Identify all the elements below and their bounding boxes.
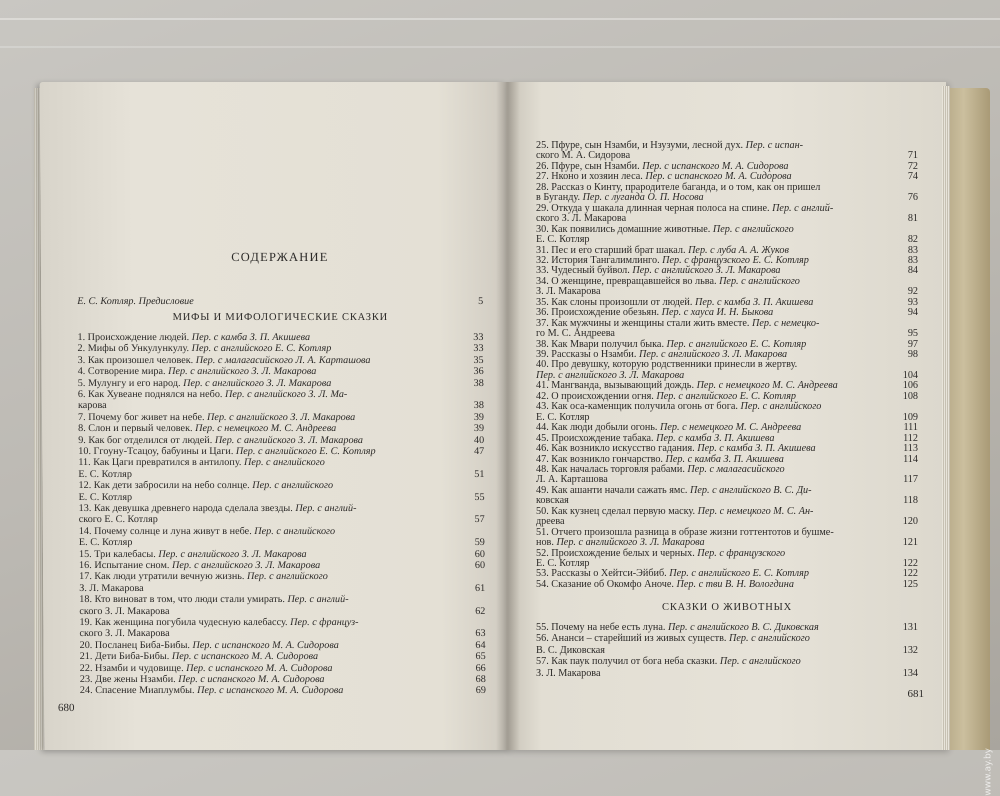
entry-page: 120 [902,516,918,528]
entry-text: в Буганду. Пер. с луганда О. П. Носова [536,192,704,204]
table-grain [0,46,1000,48]
entry-text: 22. Нзамби и чудовище. Пер. с испанского М. А. Сидорова [79,662,333,674]
entry-text: 41. Мангванда, вызывающий дождь. Пер. с немецкого М. С. Андреева [536,380,838,392]
entry-text: 6. Как Хувеане поднялся на небо. Пер. с английского З. Л. Ма- [77,389,348,400]
entry-page: 63 [475,628,486,640]
entry-text: ского Е. С. Котляр [78,514,158,526]
entry-text: 29. Откуда у шакала длинная черная полоса на спине. Пер. с англий- [536,202,834,214]
entry-text: З. Л. Макарова [79,582,144,594]
entry-text: 4. Сотворение мира. Пер. с английского З. Л. Макарова [77,366,317,378]
entry-text: 9. Как бог отделился от людей. Пер. с английского З. Л. Макарова [78,434,364,446]
entry-page: 64 [475,639,486,651]
entry-text: ского М. А. Сидорова [536,150,631,162]
entry-text: 46. Как возникло искусство гадания. Пер. с камба З. П. Акишева [536,443,816,455]
entry-page: 109 [902,411,918,423]
entry-text: 51. Отчего произошла разница в образе жизни готтентотов и бушме- [536,526,834,538]
entry-page: 51 [474,468,485,480]
entry-page: 55 [474,491,485,503]
entry-text: Е. С. Котляр [78,537,133,549]
entry-text: Пер. с английского З. Л. Макарова [536,369,685,381]
entry-page: 60 [474,560,486,571]
table-grain [0,18,1000,20]
entry-page: 114 [903,453,918,465]
entry-page: 122 [902,558,918,569]
entry-text: 33. Чудесный буйвол. Пер. с английского З. Л. Макарова [536,265,781,277]
entry-page: 38 [473,400,484,412]
entry-text: 1. Происхождение людей. Пер. с камба З. П. Акишева [77,332,311,343]
entry-page: 95 [907,328,918,340]
entry-text: 37. Как мужчины и женщины стали жить вместе. Пер. с немецко- [536,317,820,329]
entry-page: 71 [907,150,918,162]
book-gutter [496,82,520,750]
entry-page: 59 [474,537,485,549]
entry-page: 66 [475,662,486,674]
entry-page: 132 [902,644,918,656]
entry-text: 15. Три калебасы. Пер. с английского З. Л. Макарова [78,548,307,560]
entry-text: 23. Две жены Нзамби. Пер. с испанского М. А. Сидорова [79,674,325,685]
entry-page: 61 [474,582,486,594]
entry-page: 121 [902,537,918,549]
entry-page: 47 [474,446,485,457]
entry-text: 13. Как девушка древнего народа сделала звезды. Пер. с англий- [78,503,357,514]
entry-text: 16. Испытание сном. Пер. с английского З. Л. Макарова [79,560,321,571]
entry-text: Л. А. Карташова [536,474,608,486]
entry-text: 36. Происхождение обезьян. Пер. с хауса И. Н. Быкова [536,307,774,319]
entry-page: 72 [907,160,918,172]
entry-text: 11. Как Цаги превратился в антилопу. Пер. с английского [78,457,325,469]
entry-page: 38 [473,377,484,389]
entry-page: 33 [473,332,484,343]
page-number: 680 [57,702,75,714]
section-heading: СКАЗКИ О ЖИВОТНЫХ [662,602,792,613]
entry-page: 113 [903,443,918,455]
entry-page: 134 [902,667,918,679]
entry-page: 65 [475,651,486,663]
entry-text: В. С. Диковская [536,644,605,656]
entry-page: 122 [902,568,918,580]
entry-page: 117 [903,474,918,486]
entry-text: 40. Про девушку, которую родственники принесли в жертву. [536,359,798,371]
entry-page: 39 [473,411,485,423]
entry-page: 104 [902,369,918,381]
entry-page: 82 [907,234,918,246]
entry-text: 32. История Тангалимлинго. Пер. с французского Е. С. Котляр [536,254,809,266]
entry-text: 28. Рассказ о Кинту, прародителе баганда, и о том, как он пришел [536,181,821,193]
entry-text: 34. О женщине, превращавшейся во льва. Пер. с английского [536,275,800,287]
entry-page: 112 [903,432,918,444]
right-page [506,82,946,750]
entry-page: 83 [907,244,918,256]
entry-text: 42. О происхождении огня. Пер. с английского Е. С. Котляр [536,390,797,402]
entry-text: карова [77,400,107,412]
watermark: www.ay.by [984,748,994,796]
entry-text: 55. Почему на небе есть луна. Пер. с английского В. С. Диковская [536,622,819,633]
entry-page: 76 [907,192,918,204]
entry-page: 57 [474,514,485,526]
entry-text: 30. Как появились домашние животные. Пер. с английского [536,223,794,235]
entry-text: Е. С. Котляр [78,491,133,503]
entry-text: Е. С. Котляр [536,234,590,246]
entry-page: 62 [475,605,486,617]
entry-text: 10. Ггоуну-Тсацоу, бабуины и Цаги. Пер. с английского Е. С. Котляр [78,446,376,457]
entry-text: Е. С. Котляр [78,468,132,480]
entry-page: 94 [907,307,918,319]
entry-text: 39. Рассказы о Нзамби. Пер. с английского З. Л. Макарова [536,349,788,360]
entry-text: нов. Пер. с английского З. Л. Макарова [536,537,705,549]
entry-page: 131 [902,622,918,633]
entry-page: 60 [474,548,486,560]
entry-text: 54. Сказание об Окомфо Аноче. Пер. с тви В. Н. Вологдина [536,578,794,590]
entry-text: ского З. Л. Макарова [536,213,627,225]
entry-page: 118 [903,495,918,507]
entry-text: 50. Как кузнец сделал первую маску. Пер. с немецкого М. С. Ан- [536,505,814,517]
open-book [28,82,988,750]
entry-page: 36 [473,366,484,378]
entry-text: 25. Пфуре, сын Нзамби, и Нзузуми, лесной дух. Пер. с испан- [536,140,804,151]
entry-page: 68 [475,674,486,685]
entry-text: 17. Как люди утратили вечную жизнь. Пер. с английского [79,571,328,583]
entry-text: 19. Как женщина погубила чудесную калебассу. Пер. с француз- [79,617,359,628]
entry-text: 57. Как паук получил от бога неба сказки. Пер. с английского [536,656,801,668]
entry-text: 48. Как началась торговля рабами. Пер. с малагасийского [536,463,785,475]
entry-text: 27. Нконо и хозяин леса. Пер. с испанского М. А. Сидорова [536,171,792,183]
entry-page: 93 [907,296,918,308]
entry-page: 106 [902,380,918,392]
entry-page: 97 [907,338,918,350]
section-heading: МИФЫ И МИФОЛОГИЧЕСКИЕ СКАЗКИ [172,312,389,323]
left-page [40,82,513,750]
entry-page: 74 [907,171,918,183]
entry-page: 40 [473,434,485,446]
entry-page: 92 [907,286,918,298]
entry-page: 81 [907,213,918,225]
page-number: 681 [907,688,924,700]
entry-page: 98 [907,349,918,360]
entry-text: ского З. Л. Макарова [79,628,170,640]
entry-text: 24. Спасение Миаплумбы. Пер. с испанского М. А. Сидорова [79,685,344,697]
entry-page: 108 [902,390,918,402]
entry-text: 18. Кто виноват в том, что люди стали умирать. Пер. с англий- [79,594,349,606]
entry-text: дреева [536,516,565,528]
entry-page: 39 [473,423,485,435]
entry-text: 45. Происхождение табака. Пер. с камба З. П. Акишева [536,432,775,444]
entry-text: 53. Рассказы о Хейтси-Эйбиб. Пер. с английского Е. С. Котляр [536,568,809,580]
entry-page: 35 [473,354,484,366]
entry-page: 5 [478,296,484,307]
entry-text: 49. Как ашанти начали сажать ямс. Пер. с английского В. С. Ди- [536,484,812,496]
entry-text: 20. Посланец Биба-Бибы. Пер. с испанского М. А. Сидорова [79,639,339,651]
entry-text: 43. Как оса-каменщик получила огонь от бога. Пер. с английского [536,401,822,413]
entry-text: Е. С. Котляр [536,411,590,423]
entry-text: ского З. Л. Макарова [79,605,170,617]
entry-text: 47. Как возникло гончарство. Пер. с камба З. П. Акишева [536,453,784,465]
entry-text: 12. Как дети забросили на небо солнце. Пер. с английского [78,480,334,492]
entry-text: 14. Почему солнце и луна живут в небе. Пер. с английского [78,525,336,537]
entry-text: 35. Как слоны произошли от людей. Пер. с камба З. П. Акишева [536,296,814,308]
entry-page: 69 [475,685,486,697]
entry-text: ковская [536,495,569,507]
entry-page: 84 [907,265,918,277]
entry-page: 33 [473,343,484,355]
entry-text: го М. С. Андреева [536,328,615,340]
entry-text: 44. Как люди добыли огонь. Пер. с немецкого М. С. Андреева [536,422,802,434]
entry-text: Е. С. Котляр. Предисловие [77,296,194,307]
entry-text: 7. Почему бог живет на небе. Пер. с английского З. Л. Макарова [77,411,356,423]
entry-text: 2. Мифы об Ункулункулу. Пер. с английского Е. С. Котляр [77,343,332,355]
book-cover-edge [946,88,990,750]
entry-text: З. Л. Макарова [536,667,601,679]
entry-text: 56. Ананси – старейший из живых существ. Пер. с английского [536,633,810,645]
right-page-edges [942,86,950,750]
page-title: СОДЕРЖАНИЕ [231,250,329,264]
entry-text: 38. Как Мвари получил быка. Пер. с английского Е. С. Котляр [536,338,807,350]
entry-text: 5. Мулунгу и его народ. Пер. с английского З. Л. Макарова [77,377,332,389]
entry-page: 111 [903,422,918,434]
entry-text: 21. Дети Биба-Бибы. Пер. с испанского М. А. Сидорова [79,651,319,663]
entry-page: 83 [907,254,918,266]
entry-text: 26. Пфуре, сын Нзамби. Пер. с испанского М. А. Сидорова [536,160,789,172]
entry-text: 31. Пес и его старший брат шакал. Пер. с луба А. А. Жуков [536,244,789,256]
entry-text: 8. Слон и первый человек. Пер. с немецкого М. С. Андреева [78,423,337,435]
entry-text: Е. С. Котляр [536,558,590,569]
entry-page: 125 [902,578,918,590]
entry-text: 3. Как произошел человек. Пер. с малагасийского Л. А. Карташова [77,354,371,366]
entry-text: З. Л. Макарова [536,286,601,298]
entry-text: 52. Происхождение белых и черных. Пер. с французского [536,547,786,559]
